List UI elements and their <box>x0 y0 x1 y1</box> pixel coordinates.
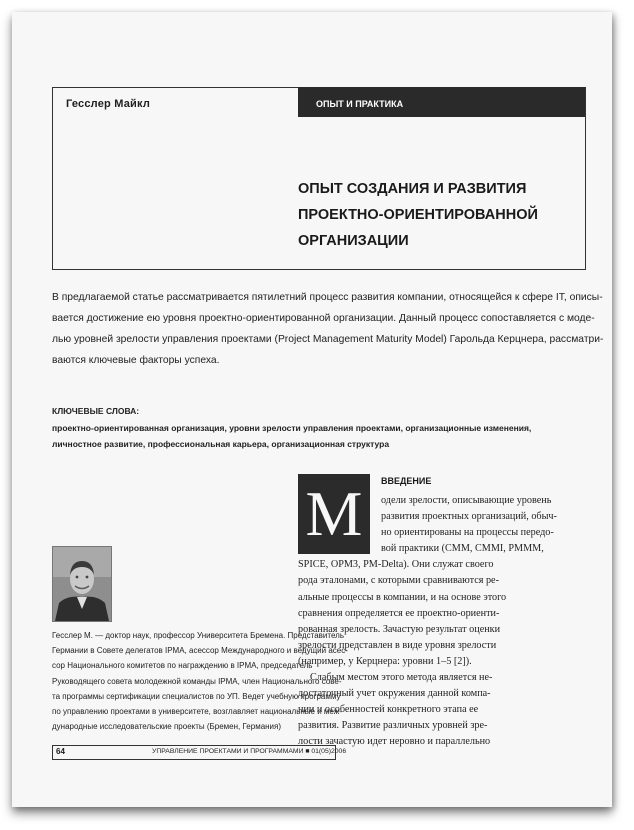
body-line: рованная зрелость. Зачастую результат оценки <box>298 623 501 635</box>
body-line: рода эталонами, с которыми сравниваются ре- <box>298 575 499 587</box>
body-line: (например, у Керцнера: уровни 1–5 [2]). <box>298 655 472 667</box>
body-line: нии и особенностей конкретного этапа ее <box>298 704 479 716</box>
author-photo <box>52 546 112 622</box>
journal-footer: УПРАВЛЕНИЕ ПРОЕКТАМИ И ПРОГРАММАМИ ■ 01(05)2006 <box>152 748 347 755</box>
body-line: развития проектных организаций, обыч- <box>381 511 557 523</box>
abstract <box>52 287 604 371</box>
bio-line: дународные исследовательские проекты (Бремен, Германия) <box>52 722 282 732</box>
bio-line: по управлению проектами в университете, возглавляет национальные и меж- <box>52 707 342 717</box>
body-line: альные процессы в компании, и на основе этого <box>298 591 507 603</box>
bio-line: Руководящего совета молодежной команды IPMA, член Национального сове- <box>52 676 342 686</box>
abstract-line: ваются ключевые факторы успеха. <box>52 355 220 366</box>
title-line: ПРОЕКТНО-ОРИЕНТИРОВАННОЙ <box>298 207 538 223</box>
body-line: Слабым местом этого метода является не- <box>310 672 493 684</box>
header-author: Гесслер Майкл <box>66 98 151 110</box>
keywords <box>52 420 531 452</box>
keywords-label: КЛЮЧЕВЫЕ СЛОВА: <box>52 406 140 416</box>
author-bio <box>52 628 348 734</box>
author-portrait-icon <box>53 547 111 621</box>
keywords-line: личностное развитие, профессиональная карьера, организационная структура <box>52 439 390 449</box>
bio-line: та программы сертификации специалистов по УП. Ведет учебную программу <box>52 691 341 701</box>
bio-line: сор Национального комитетов по награждению в IPMA, председатель <box>52 661 313 671</box>
article-title <box>298 176 568 254</box>
body-line: достаточный учет окружения данной компа- <box>298 688 491 700</box>
body-line: но ориентированы на процессы передо- <box>381 527 554 539</box>
body-line: SPICE, OPM3, PM-Delta). Они служат своего <box>298 559 494 571</box>
body-line: лости зачастую идет неровно и параллельно <box>298 736 491 748</box>
page-number: 64 <box>56 747 65 756</box>
bio-line: Германии в Совете делегатов IPMA, асессор Международного и ведущий асес- <box>52 646 348 656</box>
body-line: сравнения определяется ее проектно-ориенти- <box>298 607 500 619</box>
bio-line: Гесслер М. — доктор наук, профессор Университета Бремена. Представитель <box>52 631 344 640</box>
body-line: зрелости представлен в виде уровня зрелости <box>298 639 497 651</box>
intro-heading: ВВЕДЕНИЕ <box>381 476 432 486</box>
body-line: вой практики (CMM, CMMI, PMMM, <box>381 543 544 555</box>
title-line: ОРГАНИЗАЦИИ <box>298 233 409 249</box>
abstract-line: В предлагаемой статье рассматривается пятилетний процесс развития компании, относящейся к сфере IT, описы- <box>52 292 603 303</box>
abstract-line: вается достижение ею уровня проектно-ориентированной организации. Данный процесс сопоставляется с моде- <box>52 313 595 324</box>
body-line: развития. Развитие различных уровней зре- <box>298 720 488 732</box>
body-line: одели зрелости, описывающие уровень <box>381 495 552 506</box>
abstract-line: лью уровней зрелости управления проектами (Project Management Maturity Model) Гарольда Керцнера, рассматри- <box>52 334 604 345</box>
title-line: ОПЫТ СОЗДАНИЯ И РАЗВИТИЯ <box>298 181 527 197</box>
keywords-line: проектно-ориентированная организация, уровни зрелости управления проектами, организационные изменения, <box>52 423 532 433</box>
dropcap-letter: М <box>305 478 363 549</box>
section-label: ОПЫТ И ПРАКТИКА <box>316 99 404 109</box>
